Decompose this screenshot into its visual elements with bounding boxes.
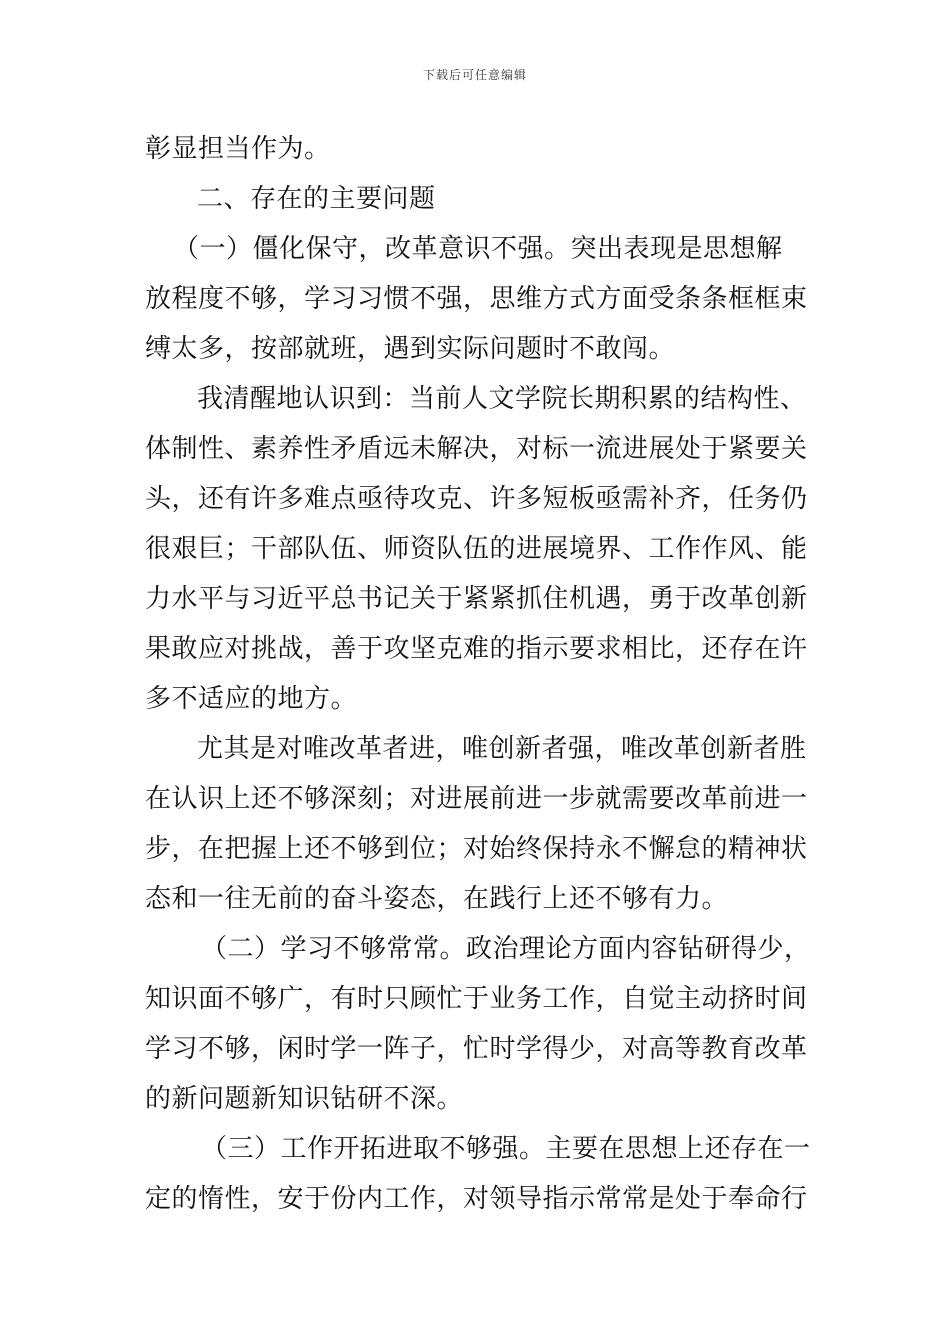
text-line: 在认识上还不够深刻；对进展前进一步就需要改革前进一 — [145, 784, 808, 814]
text-line: 尤其是对唯改革者进，唯创新者强，唯改革创新者胜 — [197, 734, 807, 764]
text-line: 缚太多，按部就班，遇到实际问题时不敢闯。 — [145, 334, 676, 364]
text-line: 果敢应对挑战，善于攻坚克难的指示要求相比，还存在许 — [145, 634, 808, 664]
text-line: （三）工作开拓进取不够强。主要在思想上还存在一 — [201, 1134, 811, 1164]
text-line: （一）僵化保守，改革意识不强。突出表现是思想解 — [173, 234, 783, 264]
text-line: （二）学习不够常常。政治理论方面内容钻研得少， — [201, 934, 811, 964]
text-line: 头，还有许多难点亟待攻克、许多短板亟需补齐，任务仍 — [145, 484, 808, 514]
text-line: 态和一往无前的奋斗姿态，在践行上还不够有力。 — [145, 884, 729, 914]
text-line: 力水平与习近平总书记关于紧紧抓住机遇，勇于改革创新 — [145, 584, 808, 614]
text-line: 体制性、素养性矛盾远未解决，对标一流进展处于紧要关 — [145, 434, 808, 464]
text-line: 步，在把握上还不够到位；对始终保持永不懈怠的精神状 — [145, 834, 808, 864]
text-line: 的新问题新知识钻研不深。 — [145, 1084, 464, 1114]
section-heading: 二、存在的主要问题 — [197, 184, 436, 214]
text-line: 彰显担当作为。 — [145, 134, 331, 164]
document-body — [145, 124, 810, 1224]
page-header: 下载后可任意编辑 — [422, 68, 527, 82]
text-line: 放程度不够，学习习惯不强，思维方式方面受条条框框束 — [145, 284, 808, 314]
text-line: 知识面不够广，有时只顾忙于业务工作，自觉主动挤时间 — [145, 984, 808, 1014]
text-line: 很艰巨；干部队伍、师资队伍的进展境界、工作作风、能 — [145, 534, 808, 564]
text-line: 学习不够，闲时学一阵子，忙时学得少，对高等教育改革 — [145, 1034, 808, 1064]
text-line: 多不适应的地方。 — [145, 684, 358, 714]
text-line: 定的惰性，安于份内工作，对领导指示常常是处于奉命行 — [145, 1184, 808, 1214]
text-line: 我清醒地认识到：当前人文学院长期积累的结构性、 — [197, 384, 807, 414]
